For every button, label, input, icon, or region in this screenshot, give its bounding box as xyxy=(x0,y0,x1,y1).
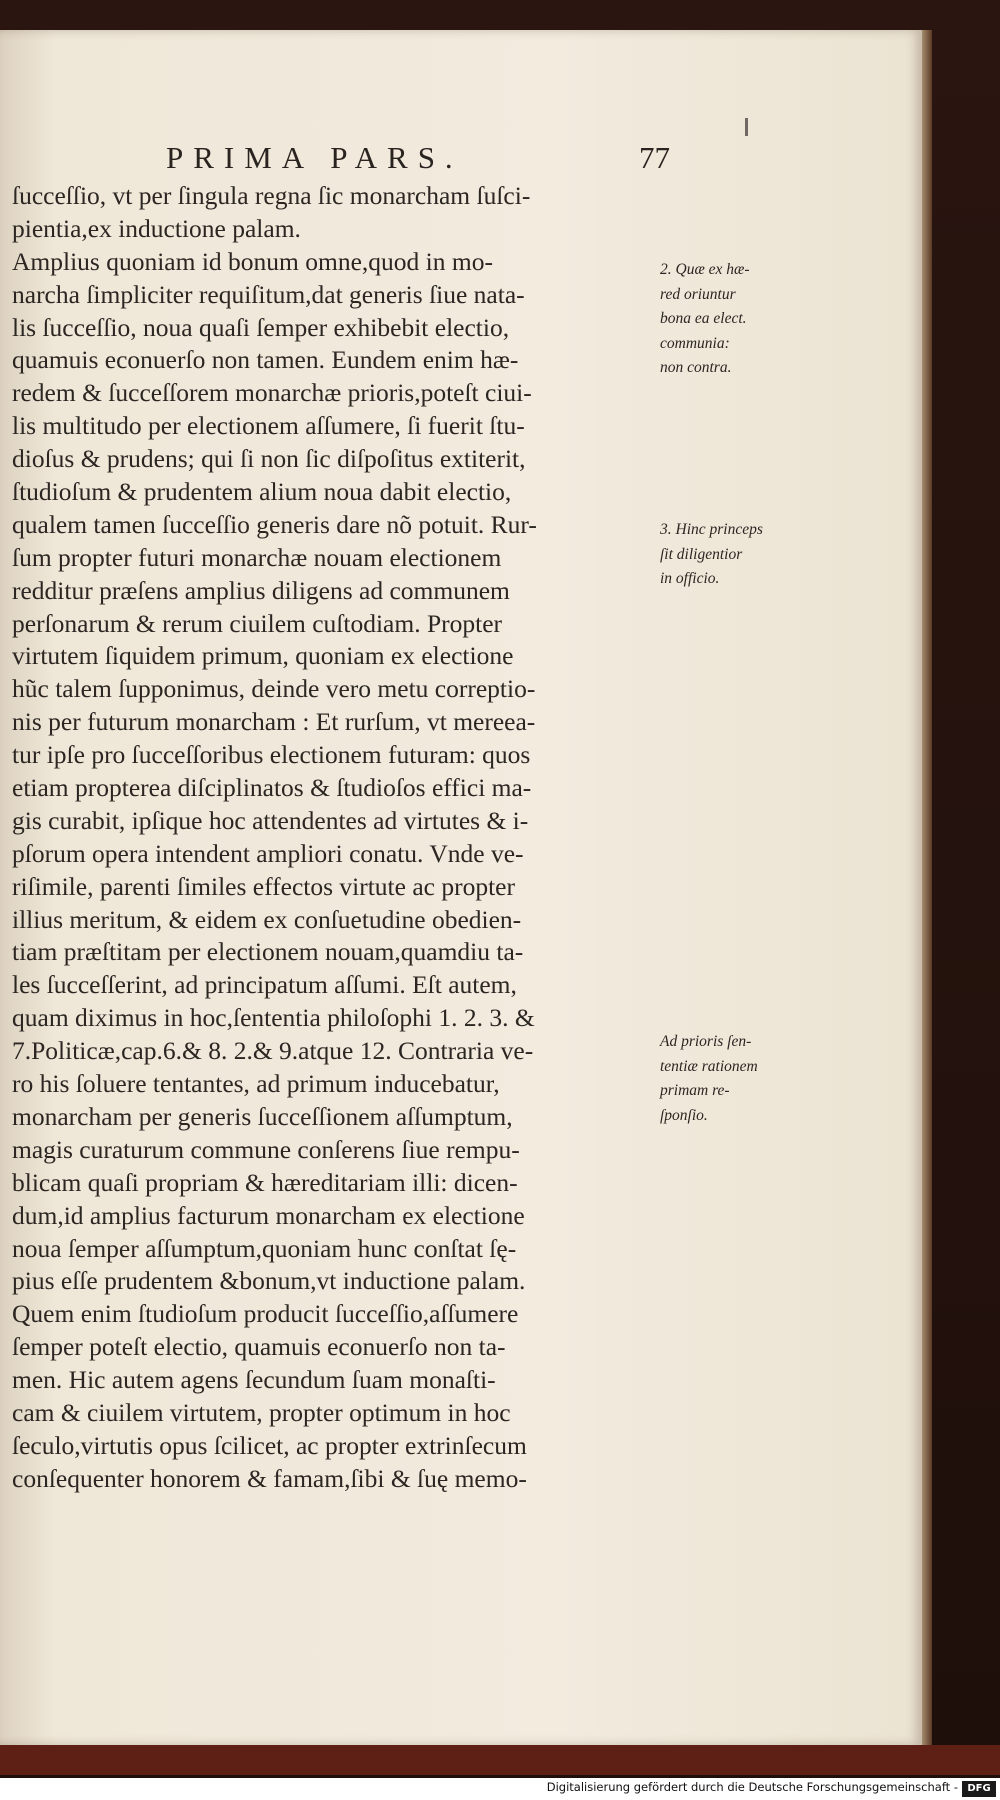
text-line: cam & ciuilem virtutem, propter optimum in hoc xyxy=(12,1397,511,1427)
text-line: hũc talem ſupponimus, deinde vero metu correptio- xyxy=(12,674,536,704)
marginal-note-line: non contra. xyxy=(660,359,732,376)
marginal-note-line: in officio. xyxy=(660,570,720,587)
binding-strip xyxy=(0,1745,1000,1775)
text-line: pſorum opera intendent ampliori conatu. Vnde ve- xyxy=(12,838,524,868)
text-line: les ſucceſſerint, ad principatum aſſumi. Eſt autem, xyxy=(12,970,517,1000)
text-line: quamuis econuerſo non tamen. Eundem enim hæ- xyxy=(12,345,519,375)
text-line: conſequenter honorem & famam,ſibi & ſuę memo- xyxy=(12,1463,527,1493)
text-line: lis multitudo per electionem aſſumere, ſi fuerit ſtu- xyxy=(12,411,525,441)
text-line: ſtudioſum & prudentem alium noua dabit electio, xyxy=(12,477,512,507)
marginal-note-line: 2. Quæ ex hæ- xyxy=(660,261,750,278)
marginal-note-line: bona ea elect. xyxy=(660,310,747,327)
text-line: Amplius quoniam id bonum omne,quod in mo- xyxy=(12,246,493,276)
text-line: illius meritum, & eidem ex conſuetudine obedien- xyxy=(12,904,522,934)
text-line: ſemper poteſt electio, quamuis econuerſo non ta- xyxy=(12,1332,506,1362)
marginal-note-line: red oriuntur xyxy=(660,285,736,303)
text-line: dioſus & prudens; qui ſi non ſic diſpoſitus extiterit, xyxy=(12,444,526,474)
main-text-block xyxy=(12,180,652,1496)
text-line: ro his ſoluere tentantes, ad primum inducebatur, xyxy=(12,1069,500,1099)
text-line: etiam propterea diſciplinatos & ſtudioſos effici ma- xyxy=(12,773,532,803)
text-line: qualem tamen ſucceſſio generis dare nõ potuit. Rur- xyxy=(12,509,537,539)
digitization-footer xyxy=(0,1778,1000,1800)
text-line: 7.Politicæ,cap.6.& 8. 2.& 9.atque 12. Contraria ve- xyxy=(12,1036,534,1066)
text-line: virtutem ſiquidem primum, quoniam ex electione xyxy=(12,641,514,671)
text-line: quam diximus in hoc,ſententia philoſophi 1. 2. 3. & xyxy=(12,1003,535,1033)
dfg-logo: DFG xyxy=(962,1781,996,1797)
text-line: tur ipſe pro ſucceſſoribus electionem futuram: quos xyxy=(12,740,531,770)
text-line: redditur præſens amplius diligens ad communem xyxy=(12,575,510,605)
text-line: pientia,ex inductione palam. xyxy=(12,213,301,243)
marginal-note-line: primam re- xyxy=(660,1082,730,1099)
funding-credit: Digitalisierung gefördert durch die Deutsche Forschungsgemeinschaft - xyxy=(546,1780,958,1794)
text-line: ſucceſſio, vt per ſingula regna ſic monarcham ſuſci- xyxy=(12,181,531,210)
marginal-note-line: ſit diligentior xyxy=(660,545,743,563)
marginal-note-line: communia: xyxy=(660,334,730,352)
marginal-note-ad-prioris xyxy=(660,1030,810,1128)
running-title: PRIMA PARS. xyxy=(166,140,463,175)
marginal-note-line: tentiæ rationem xyxy=(660,1057,758,1075)
text-line: nis per futurum monarcham : Et rurſum, vt mereea- xyxy=(12,707,536,737)
marginal-note-line: ſponſio. xyxy=(660,1106,708,1124)
text-line: pius eſſe prudentem &bonum,vt inductione palam. xyxy=(12,1266,526,1296)
text-line: ſeculo,virtutis opus ſcilicet, ac propter extrinſecum xyxy=(12,1430,527,1460)
text-line: men. Hic autem agens ſecundum ſuam monaſti- xyxy=(12,1365,496,1395)
text-line: gis curabit, ipſique hoc attendentes ad virtutes & i- xyxy=(12,805,529,835)
text-line: perſonarum & rerum ciuilem cuſtodiam. Propter xyxy=(12,608,503,638)
ink-mark xyxy=(745,118,748,136)
text-line: blicam quaſi propriam & hæreditariam illi: dicen- xyxy=(12,1167,518,1197)
text-line: Quem enim ſtudioſum producit ſucceſſio,aſſumere xyxy=(12,1299,519,1329)
text-line: magis curaturum commune conſerens ſiue rempu- xyxy=(12,1134,520,1164)
page-number: 77 xyxy=(639,140,670,175)
text-line: lis ſucceſſio, noua quaſi ſemper exhibebit electio, xyxy=(12,312,510,342)
text-line: redem & ſucceſſorem monarchæ prioris,poteſt ciui- xyxy=(12,378,532,408)
text-line: dum,id amplius facturum monarcham ex electione xyxy=(12,1200,525,1230)
text-line: monarcham per generis ſucceſſionem aſſumptum, xyxy=(12,1101,513,1131)
marginal-note-line: 3. Hinc princeps xyxy=(660,521,763,538)
text-line: narcha ſimpliciter requiſitum,dat generis ſiue nata- xyxy=(12,279,525,309)
running-header xyxy=(150,140,670,180)
text-line: noua ſemper aſſumptum,quoniam hunc conſtat ſę- xyxy=(12,1233,517,1263)
text-line: tiam præſtitam per electionem nouam,quamdiu ta- xyxy=(12,937,524,967)
text-line: ſum propter futuri monarchæ nouam electionem xyxy=(12,542,502,572)
text-line: riſimile, parenti ſimiles effectos virtute ac propter xyxy=(12,871,515,901)
page-edge xyxy=(922,30,932,1745)
marginal-note-3 xyxy=(660,518,810,592)
marginal-note-line: Ad prioris ſen- xyxy=(660,1033,752,1050)
marginal-note-2 xyxy=(660,258,810,381)
